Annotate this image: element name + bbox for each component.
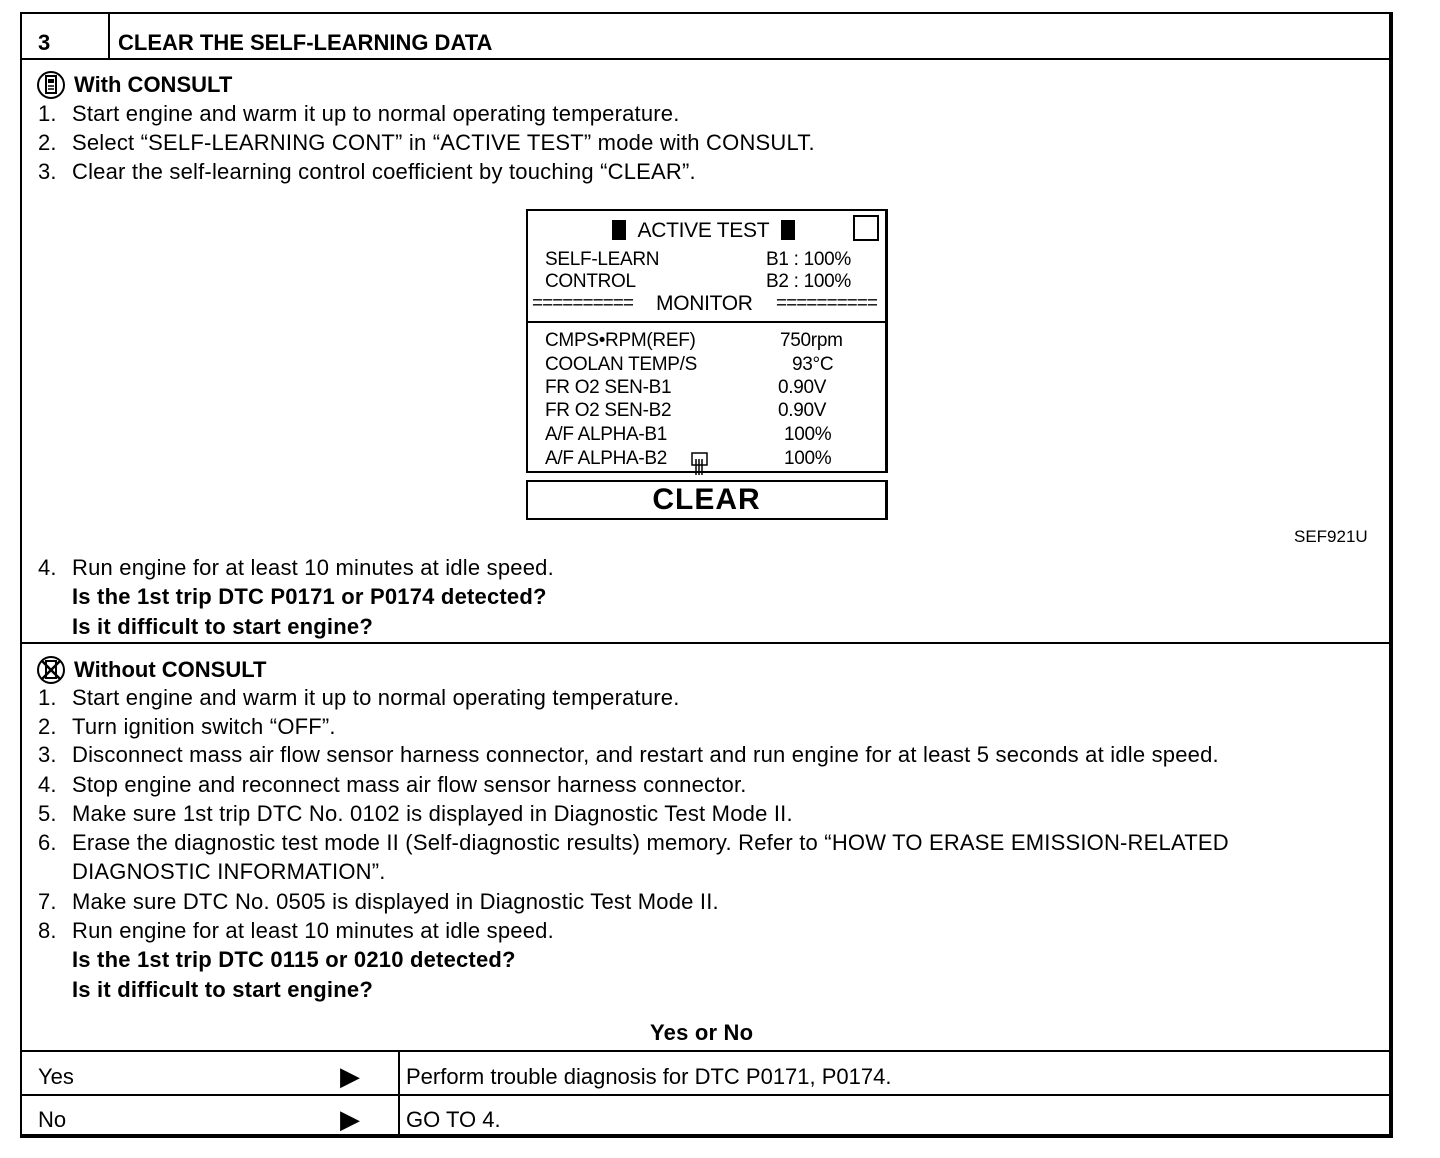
without-consult-heading — [36, 655, 266, 685]
monitor-row-label: A/F ALPHA-B2 — [545, 448, 668, 469]
control-label: CONTROL — [545, 271, 636, 292]
list-item: DIAGNOSTIC INFORMATION”. — [72, 859, 386, 884]
monitor-row-value: 100% — [784, 424, 832, 445]
monitor-row-label: FR O2 SEN-B1 — [545, 377, 672, 398]
answer-yes-action: Perform trouble diagnosis for DTC P0171, P0174. — [406, 1064, 892, 1089]
list-item: 3. Clear the self-learning control coefficient by touching “CLEAR”. — [38, 159, 696, 184]
header-rule — [22, 58, 1389, 60]
list-item: 8. Run engine for at least 10 minutes at idle speed. — [38, 918, 554, 943]
block-marker-icon — [612, 220, 626, 240]
b2-value: B2 : 100% — [766, 271, 851, 292]
procedure-table — [20, 12, 1393, 1138]
arrow-right-icon: ▶ — [340, 1104, 360, 1134]
monitor-divider — [528, 321, 885, 323]
block-marker-icon — [781, 220, 795, 240]
question: Is it difficult to start engine? — [72, 977, 373, 1002]
with-consult-heading — [36, 70, 232, 100]
list-item: 5. Make sure 1st trip DTC No. 0102 is displayed in Diagnostic Test Mode II. — [38, 801, 793, 826]
answers-row-rule — [22, 1094, 1389, 1096]
monitor-row-value: 100% — [784, 448, 832, 469]
self-learn-label: SELF-LEARN — [545, 249, 660, 270]
question: Is the 1st trip DTC 0115 or 0210 detected? — [72, 947, 516, 972]
monitor-rule-right: ========== — [776, 293, 877, 314]
question: Is it difficult to start engine? — [72, 614, 373, 639]
list-item: 2. Select “SELF-LEARNING CONT” in “ACTIVE TEST” mode with CONSULT. — [38, 130, 815, 155]
monitor-title: MONITOR — [656, 292, 753, 315]
monitor-row-label: A/F ALPHA-B1 — [545, 424, 668, 445]
list-item: 1. Start engine and warm it up to normal operating temperature. — [38, 101, 680, 126]
yes-or-no-heading: Yes or No — [650, 1020, 754, 1045]
b1-value: B1 : 100% — [766, 249, 851, 270]
list-item: 4. Run engine for at least 10 minutes at idle speed. — [38, 555, 554, 580]
answers-rule — [22, 1050, 1389, 1052]
with-consult-title: With CONSULT — [74, 72, 233, 97]
checkbox-icon — [853, 215, 879, 241]
no-consult-icon — [36, 655, 66, 685]
monitor-row-value: 0.90V — [778, 377, 827, 398]
without-consult-title: Without CONSULT — [74, 657, 267, 682]
answers-divider — [398, 1050, 400, 1136]
figure-code: SEF921U — [1294, 527, 1368, 546]
list-item: 7. Make sure DTC No. 0505 is displayed in Diagnostic Test Mode II. — [38, 889, 719, 914]
list-item: 4. Stop engine and reconnect mass air flow sensor harness connector. — [38, 772, 747, 797]
section-rule — [22, 642, 1389, 644]
step-number: 3 — [38, 30, 51, 55]
monitor-row-label: COOLAN TEMP/S — [545, 354, 698, 375]
answer-yes-label: Yes — [38, 1064, 74, 1089]
screen-title: ACTIVE TEST — [612, 219, 795, 243]
monitor-row-label: CMPS•RPM(REF) — [545, 330, 696, 351]
monitor-rule-left: ========== — [532, 293, 633, 314]
clear-button[interactable]: CLEAR — [526, 480, 888, 520]
header-divider — [108, 14, 110, 58]
consult-screen — [526, 209, 888, 473]
monitor-row-value: 93°C — [792, 354, 834, 375]
answer-no-label: No — [38, 1107, 67, 1132]
list-item: 6. Erase the diagnostic test mode II (Self-diagnostic results) memory. Refer to “HOW TO ERASE EMISSION-RELATED — [38, 830, 1229, 855]
monitor-row-value: 750rpm — [780, 330, 843, 351]
step-title: CLEAR THE SELF-LEARNING DATA — [118, 30, 493, 55]
list-item: 2. Turn ignition switch “OFF”. — [38, 714, 336, 739]
touch-hand-icon — [690, 451, 710, 479]
list-item: 3. Disconnect mass air flow sensor harness connector, and restart and run engine for at least 5 seconds at idle speed. — [38, 742, 1219, 767]
monitor-row-label: FR O2 SEN-B2 — [545, 400, 672, 421]
consult-icon — [36, 70, 66, 100]
arrow-right-icon: ▶ — [340, 1061, 360, 1091]
question: Is the 1st trip DTC P0171 or P0174 detected? — [72, 584, 547, 609]
answer-no-action: GO TO 4. — [406, 1107, 501, 1132]
monitor-row-value: 0.90V — [778, 400, 827, 421]
list-item: 1. Start engine and warm it up to normal operating temperature. — [38, 685, 680, 710]
